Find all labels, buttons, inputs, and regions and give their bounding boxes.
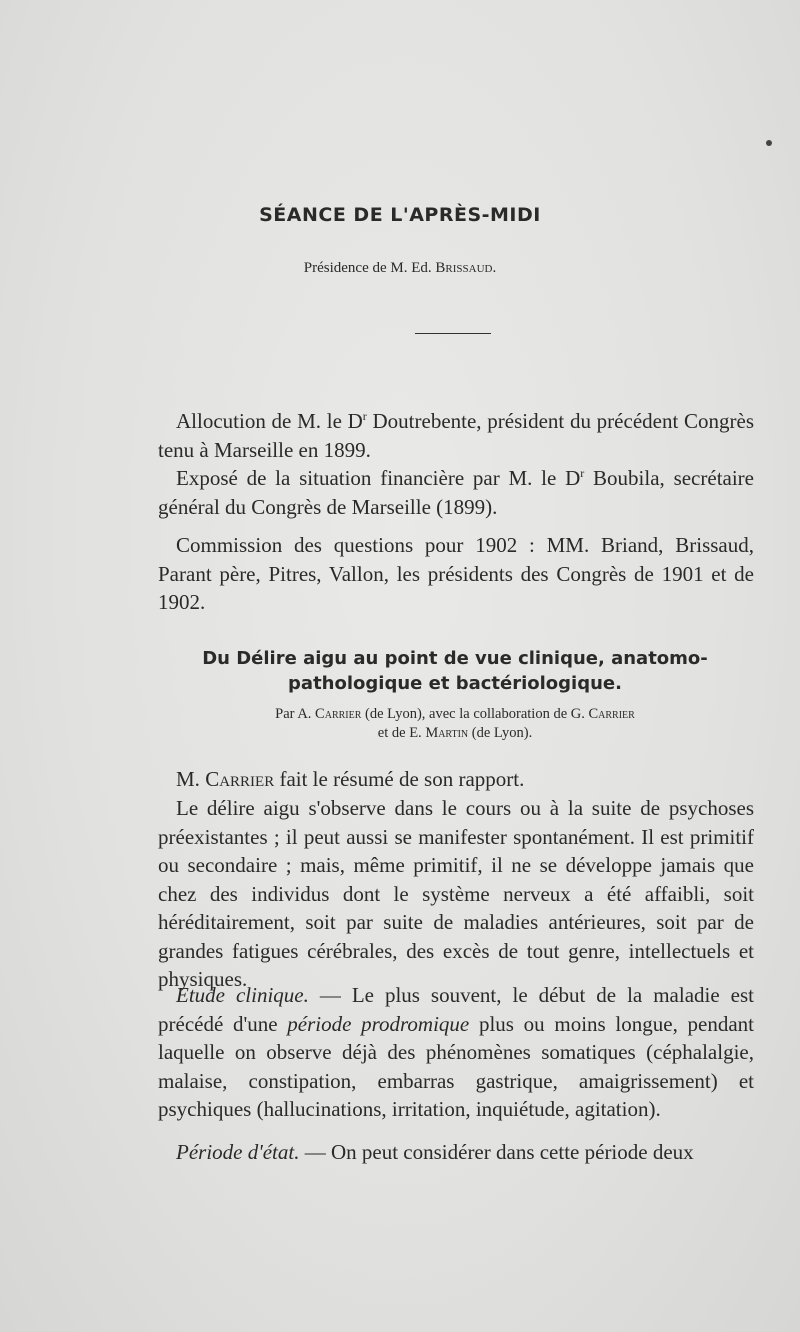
separator-rule	[415, 333, 491, 334]
author-name-1: Carrier	[315, 706, 362, 722]
etude-label: Etude clinique.	[176, 983, 309, 1007]
delire-paragraph: Le délire aigu s'observe dans le cours ou à la suite de psychoses préexistantes ; il peut aussi se manifester spontanément. Il est primitif ou secondaire ; mais, même primitif, il ne se développe jamais que chez des individus dont le système nerveux a été affaibli, soit héréditairement, soit par suite de maladies antérieures, soit par de grandes fatigues cérébrales, des excès de tout genre, intellectuels et physiques.	[158, 796, 754, 991]
periode-label: Période d'état.	[176, 1140, 300, 1164]
etude-clinique-paragraph	[158, 981, 754, 1124]
allocution-text-a: Allocution de M. le D	[176, 409, 363, 433]
etude-emphasis: période prodromique	[287, 1011, 470, 1036]
author-name-3: Martin	[425, 725, 469, 741]
expose-sup: r	[580, 466, 585, 480]
commission-paragraph: Commission des questions pour 1902 : MM. Briand, Brissaud, Parant père, Pitres, Vallon, les présidents des Congrès de 1901 et de 1902.	[158, 533, 754, 614]
periode-etat-paragraph	[158, 1138, 754, 1167]
expose-text-b: Boubila, secrétaire général du Congrès de Marseille (1899).	[158, 466, 754, 519]
etude-text-b: plus ou moins longue, pendant laquelle on observe déjà des phénomènes somatiques (céphalalgie, malaise, constipation, embarras gastrique, amaigrissement) et psychiques (hallucinations, irritation, inquiétude, agitation).	[158, 1011, 755, 1121]
presidence-prefix: Présidence de M. Ed.	[303, 260, 436, 276]
ink-speck	[766, 140, 772, 146]
session-title: SÉANCE DE L'APRÈS-MIDI	[259, 204, 541, 226]
authors-text-2b: (de Lyon).	[468, 725, 533, 741]
authors-text-2a: et de E.	[377, 725, 426, 741]
report-title: Du Délire aigu au point de vue clinique, anatomo-pathologique et bactériologique.	[202, 648, 708, 694]
expose-text-a: Exposé de la situation financière par M. le D	[176, 466, 581, 490]
periode-text: — On peut considérer dans cette période deux	[299, 1140, 694, 1164]
authors-text-1b: (de Lyon), avec la collaboration de G.	[361, 706, 589, 722]
presidence-name: Brissaud.	[435, 260, 497, 276]
report-authors	[150, 705, 760, 743]
expose-paragraph	[158, 464, 754, 521]
resume-text-a: M.	[176, 767, 206, 791]
allocution-sup: r	[362, 409, 367, 423]
allocution-paragraph	[158, 407, 754, 464]
resume-text-b: fait le résumé de son rapport.	[274, 767, 525, 791]
presidence-line	[0, 260, 800, 277]
allocution-text-b: Doutrebente, président du précédent Congrès tenu à Marseille en 1899.	[158, 409, 755, 462]
author-name-2: Carrier	[588, 706, 635, 722]
resume-line	[158, 765, 754, 794]
etude-text-a: — Le plus souvent, le début de la maladie est précédé d'une	[158, 983, 754, 1036]
resume-name: Carrier	[205, 767, 275, 791]
authors-text-1a: Par A.	[275, 706, 316, 722]
